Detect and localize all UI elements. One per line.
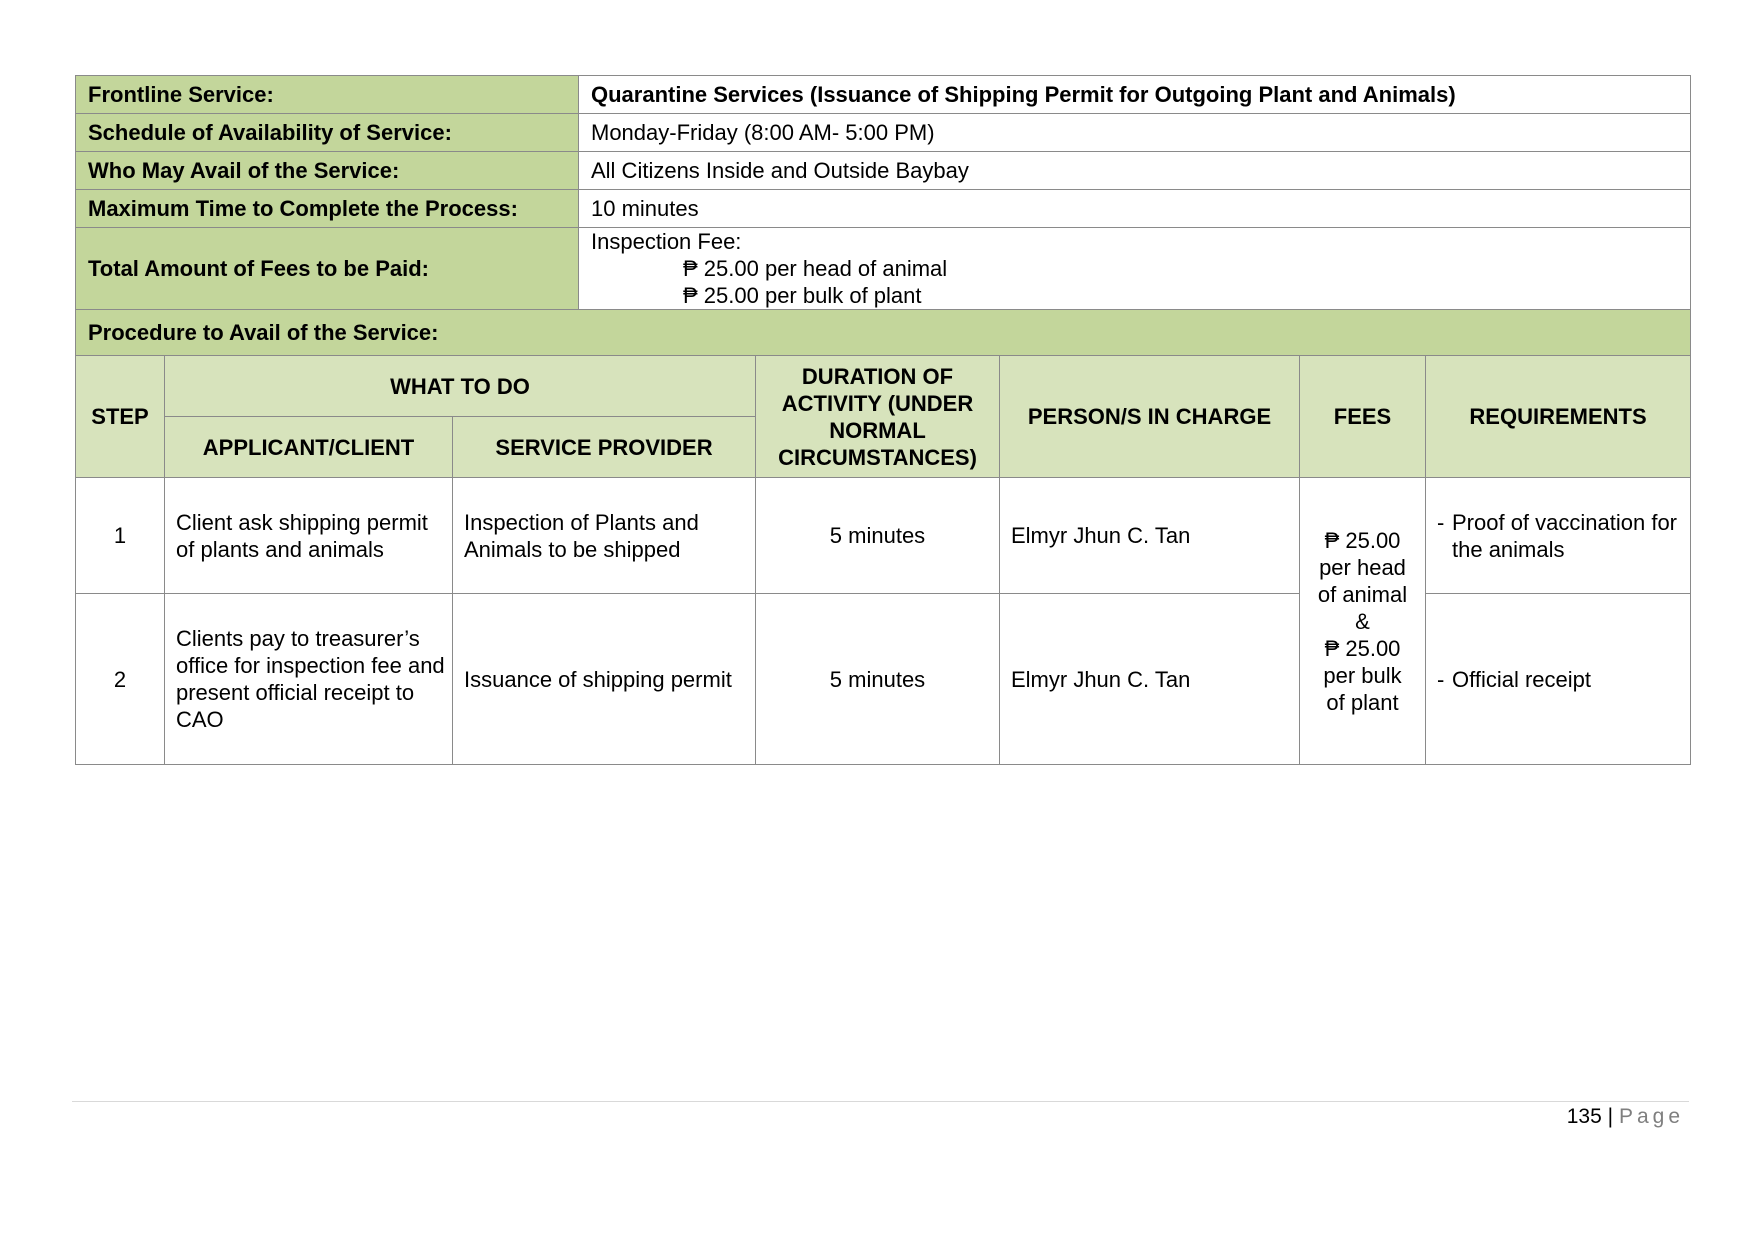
fees-cell-line: & [1355,608,1370,634]
fees-value [579,228,1691,310]
who-value: All Citizens Inside and Outside Baybay [579,152,1691,190]
max-time-value: 10 minutes [579,190,1691,228]
header-row-1 [76,356,1691,417]
schedule-row [76,114,1691,152]
bullet-dash: - [1437,509,1445,535]
fees-cell-line: ₱ 25.00 [1324,635,1401,661]
max-time-row [76,190,1691,228]
requirement-text: Proof of vaccination for the animals [1452,509,1678,562]
fees-line-plant: ₱ 25.00 per bulk of plant [683,283,922,308]
person-in-charge: Elmyr Jhun C. Tan [1000,478,1300,594]
requirement [1426,478,1691,594]
page-separator: | [1607,1105,1614,1128]
procedure-table [75,309,1691,765]
header-person: PERSON/S IN CHARGE [1000,356,1300,478]
page-footer [1567,1105,1684,1129]
duration: 5 minutes [756,478,1000,594]
requirement [1426,594,1691,765]
service-info-table [75,75,1691,310]
provider-action: Inspection of Plants and Animals to be shipped [453,478,756,594]
page-label: Page [1618,1105,1684,1128]
max-time-label: Maximum Time to Complete the Process: [76,190,579,228]
frontline-value: Quarantine Services (Issuance of Shipping Permit for Outgoing Plant and Animals) [579,76,1691,114]
fees-cell-line: of plant [1326,689,1399,715]
fees-cell-line: of animal [1317,581,1408,607]
header-step: STEP [76,356,165,478]
fees-cell [1300,478,1426,765]
table-row [76,594,1691,765]
header-requirements: REQUIREMENTS [1426,356,1691,478]
schedule-label: Schedule of Availability of Service: [76,114,579,152]
fees-line-animal: ₱ 25.00 per head of animal [683,256,948,281]
applicant-action: Clients pay to treasurer’s office for inspection fee and present official receipt to CAO [165,594,453,765]
fees-heading: Inspection Fee: [591,229,742,254]
header-fees: FEES [1300,356,1426,478]
duration: 5 minutes [756,594,1000,765]
schedule-value: Monday-Friday (8:00 AM- 5:00 PM) [579,114,1691,152]
step-number: 2 [76,594,165,765]
step-number: 1 [76,478,165,594]
who-label: Who May Avail of the Service: [76,152,579,190]
applicant-action: Client ask shipping permit of plants and animals [165,478,453,594]
header-provider: SERVICE PROVIDER [453,417,756,478]
bullet-dash: - [1437,666,1445,692]
procedure-title: Procedure to Avail of the Service: [76,310,1691,356]
fees-cell-line: per bulk [1323,662,1402,688]
requirement-text: Official receipt [1452,666,1591,692]
frontline-row [76,76,1691,114]
provider-action: Issuance of shipping permit [453,594,756,765]
person-in-charge: Elmyr Jhun C. Tan [1000,594,1300,765]
fees-label: Total Amount of Fees to be Paid: [76,228,579,310]
procedure-section-row [76,310,1691,356]
table-row [76,478,1691,594]
header-what-to-do: WHAT TO DO [165,356,756,417]
fees-cell-line: per head [1319,554,1406,580]
header-applicant: APPLICANT/CLIENT [165,417,453,478]
fees-cell-line: ₱ 25.00 [1324,527,1401,553]
frontline-label: Frontline Service: [76,76,579,114]
who-row [76,152,1691,190]
header-duration: DURATION OF ACTIVITY (UNDER NORMAL CIRCUMSTANCES) [756,356,1000,478]
fees-row [76,228,1691,310]
footer-divider [72,1101,1689,1102]
page-number: 135 [1566,1105,1602,1128]
